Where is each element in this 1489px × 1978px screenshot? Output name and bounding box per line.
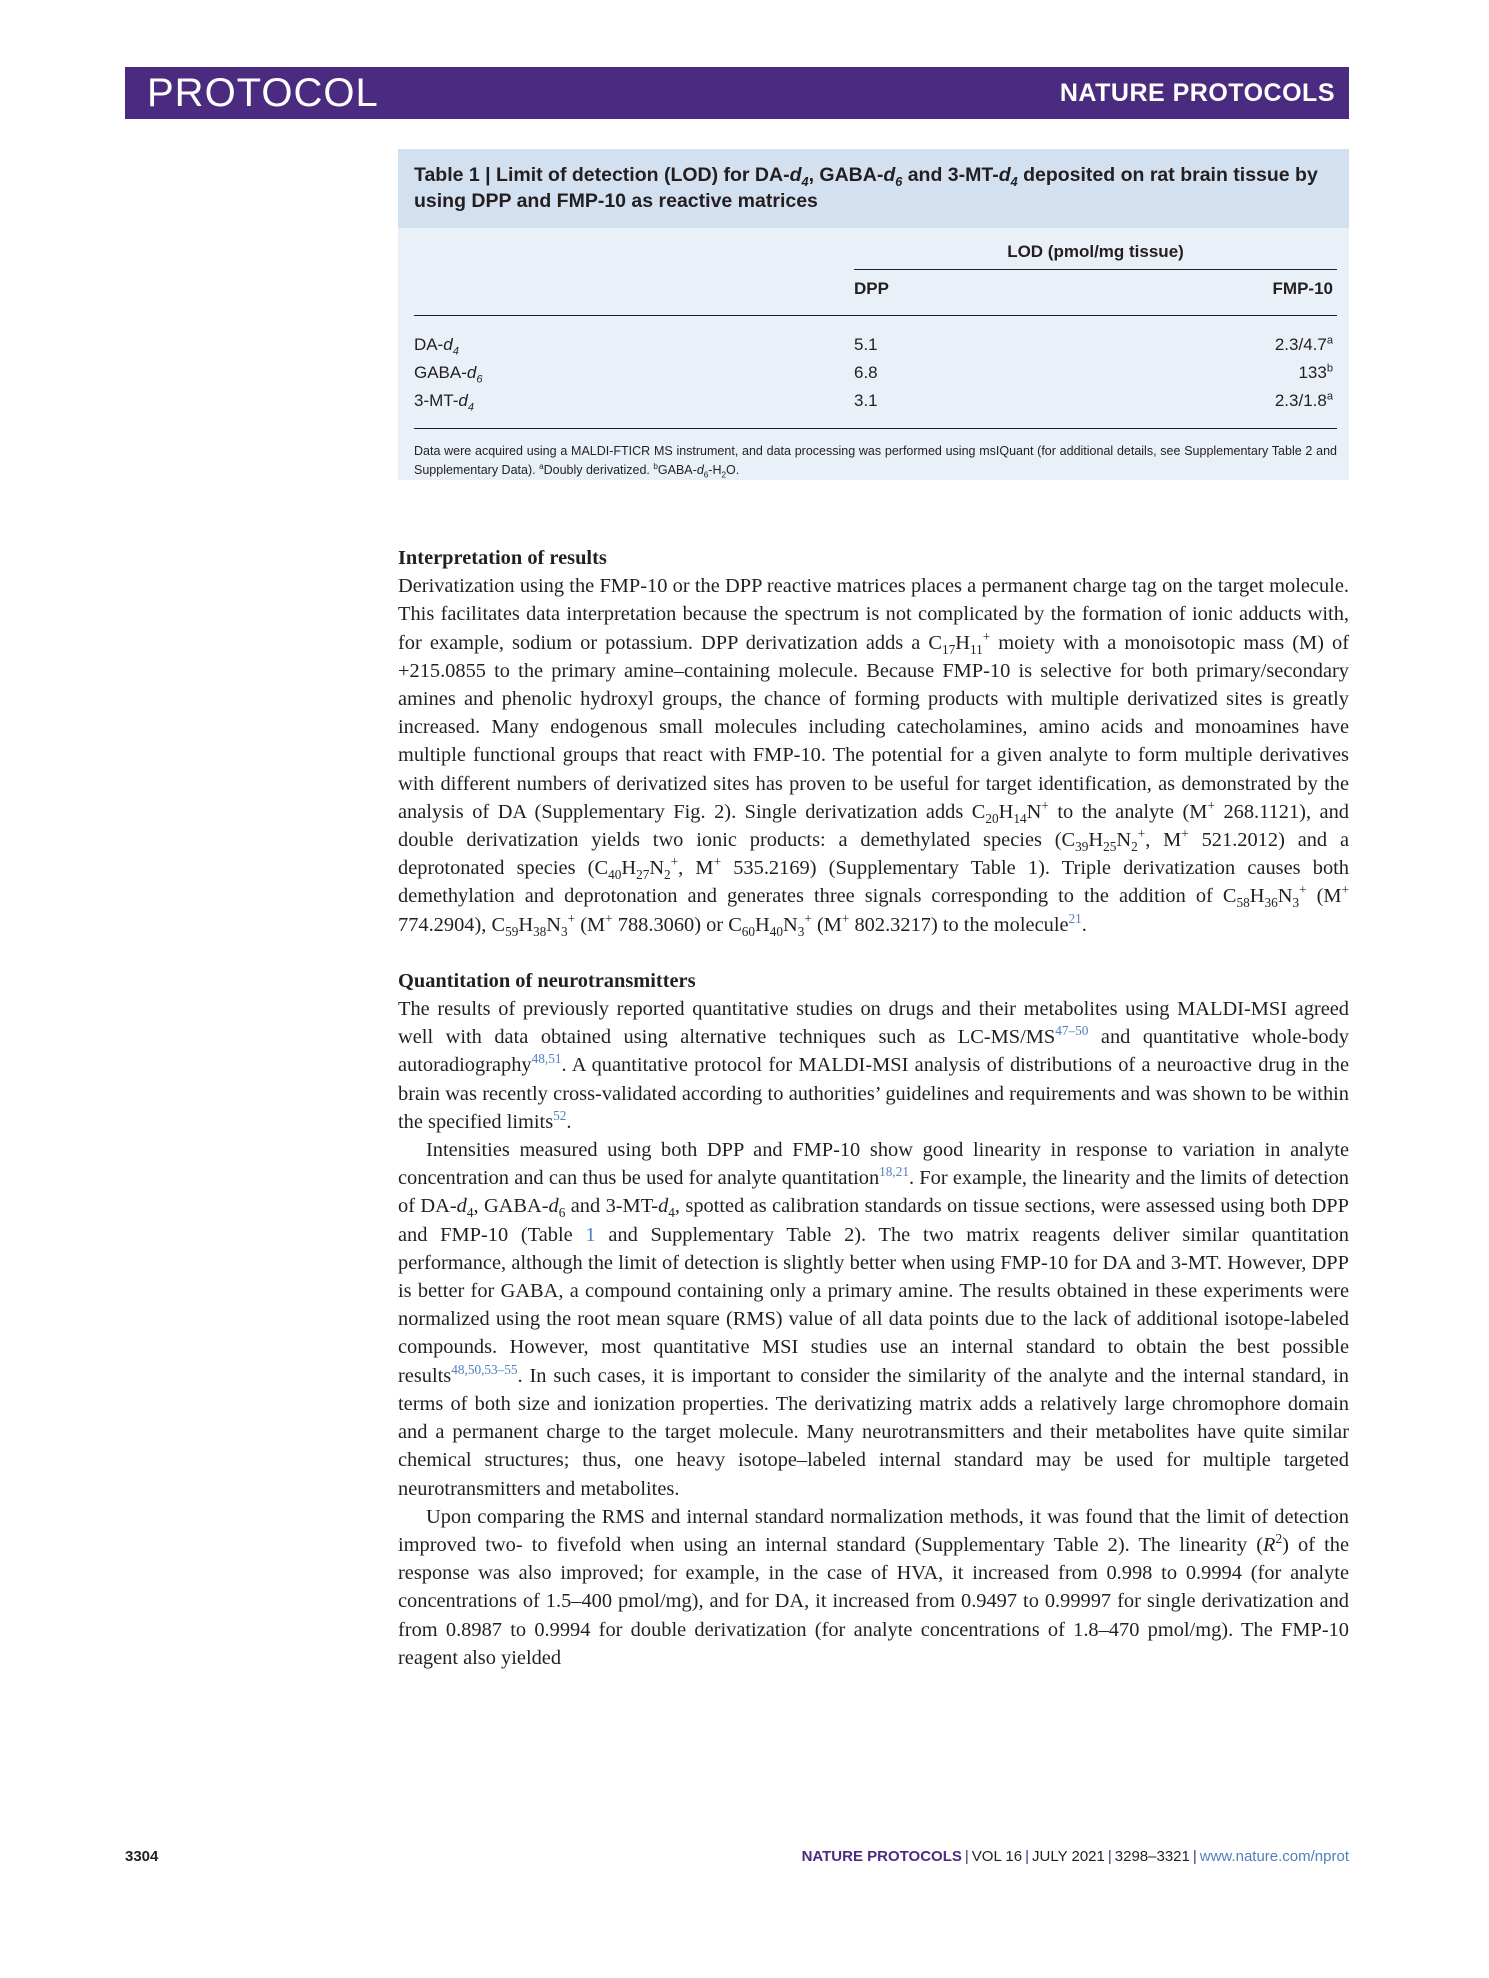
- section-label: PROTOCOL: [147, 71, 379, 115]
- table-1: [398, 149, 1349, 480]
- table-row: $DA-d_4$ 5.1 2.3/4.7$^a$: [414, 334, 1333, 358]
- body-text: [398, 544, 1349, 1672]
- col-header-fmp10: FMP-10: [1272, 279, 1333, 298]
- footer-citation: NATURE PROTOCOLS | VOL 16 | JULY 2021 | 3298–3321 | www.nature.com/nprot: [801, 1848, 1349, 1865]
- table-title: Table 1 | Limit of detection (LOD) for $DA-d_4$, GABA-$d_6$ and $3-MT-d_4$ deposited on rat brain tissue by using DPP and FMP-10 as reactive matrices: [398, 149, 1349, 228]
- paragraph: Derivatization using the FMP-10 or the DPP reactive matrices places a permanent charge tag on the target molecule. This facilitates data interpretation because the spectrum is not complicated by the formation of ionic adducts with, for example, sodium or potassium. DPP derivatization adds a $C_{17}H_{11}^+$ moiety with a monoisotopic mass (M) of +215.0855 to the primary amine–containing molecule. Because FMP-10 is selective for both primary/secondary amines and phenolic hydroxyl groups, the chance of forming products with multiple derivatized sites is greatly increased. Many endogenous small molecules including catecholamines, amino acids and monoamines have multiple functional groups that react with FMP-10. The potential for a given analyte to form multiple derivatives with different numbers of derivatized sites has proven to be useful for target identification, as demonstrated by the analysis of DA (Supplementary Fig. 2). Single derivatization adds $C_{20}H_{14}N^+$ to the analyte (M+ 268.1121), and double derivatization yields two ionic products: a demethylated species ($C_{39}H_{25}N_2^+$, M+ 521.2012) and a deprotonated species ($C_{40}H_{27}N_2^+$, M+ 535.2169) (Supplementary Table 1). Triple derivatization causes both demethylation and deprotonation and generates three signals corresponding to the addition of $C_{58}H_{36}N_3^+$ (M+ 774.2904), $C_{59}H_{38}N_3^+$ (M+ 788.3060) or $C_{60}H_{40}N_3^+$ (M+ 802.3217) to the molecule$^{21}$.: [398, 575, 1350, 939]
- table-row: $3-MT-d_4$ 3.1 2.3/1.8$^a$: [414, 390, 1333, 414]
- table-row: GABA-$d_6$ 6.8 133$^b$: [414, 362, 1333, 386]
- paragraph: Intensities measured using both DPP and FMP-10 show good linearity in response to variation in analyte concentration and can thus be used for analyte quantitation$^{18,21}$. For example, the linearity and the limits of detection of $DA-d_4$, GABA-$d_6$ and $3-MT-d_4$, spotted as calibration standards on tissue sections, were assessed using both DPP and FMP-10 (Table 1 and Supplementary Table 2). The two matrix reagents deliver similar quantitation performance, although the limit of detection is slightly better when using FMP-10 for DA and 3-MT. However, DPP is better for GABA, a compound containing only a primary amine. The results obtained in these experiments were normalized using the root mean square (RMS) value of all data points due to the lack of additional isotope-labeled compounds. However, most quantitative MSI studies use an internal standard to obtain the best possible results$^{48,50,53-55}$. In such cases, it is important to consider the similarity of the analyte and the internal standard, in terms of both size and ionization properties. The derivatizing matrix adds a relatively large chromophore domain and a permanent charge to the target molecule. Many neurotransmitters and their metabolites have quite similar chemical structures; thus, one heavy isotope–labeled internal standard may be used for multiple targeted neurotransmitters and metabolites.: [398, 1139, 1349, 1500]
- page-number: 3304: [125, 1848, 159, 1865]
- paragraph: The results of previously reported quantitative studies on drugs and their metabolites using MALDI-MSI agreed well with data obtained using alternative techniques such as LC-MS/MS$^{47-50}$ and quantitative whole-body autoradiography$^{48,51}$. A quantitative protocol for MALDI-MSI analysis of distributions of a neuroactive drug in the brain was recently cross-validated according to authorities’ guidelines and requirements and was shown to be within the specified limits$^{52}$.: [398, 998, 1349, 1133]
- lod-group-header: LOD (pmol/mg tissue): [1007, 242, 1184, 261]
- table-bottom-rule: [414, 428, 1337, 429]
- section-heading-quantitation: Quantitation of neurotransmitters: [398, 969, 696, 992]
- lod-rule: [854, 269, 1337, 270]
- col-header-dpp: DPP: [854, 279, 889, 298]
- journal-url-link[interactable]: www.nature.com/nprot: [1199, 1848, 1349, 1865]
- journal-name: NATURE PROTOCOLS: [1059, 78, 1335, 107]
- paragraph: Upon comparing the RMS and internal standard normalization methods, it was found that the limit of detection improved two- to fivefold when using an internal standard (Supplementary Table 2). The linearity $(R^2)$ of the response was also improved; for example, in the case of HVA, it increased from 0.998 to 0.9994 (for analyte concentrations of 1.5–400 pmol/mg), and for DA, it increased from 0.9497 to 0.99997 for single derivatization and from 0.8987 to 0.9994 for double derivatization (for analyte concentrations of 1.8–470 pmol/mg). The FMP-10 reagent also yielded: [398, 1505, 1349, 1669]
- section-heading-interpretation: Interpretation of results: [398, 547, 607, 569]
- table-footnote: Data were acquired using a MALDI-FTICR MS instrument, and data processing was performed using msIQuant (for additional details, see Supplementary Table 2 and Supplementary Data). $^a$Doubly derivatized. $^bGABA-d_6-H_2O$.: [414, 444, 1337, 480]
- header-rule: [414, 315, 1337, 316]
- header-bar: [125, 67, 1349, 119]
